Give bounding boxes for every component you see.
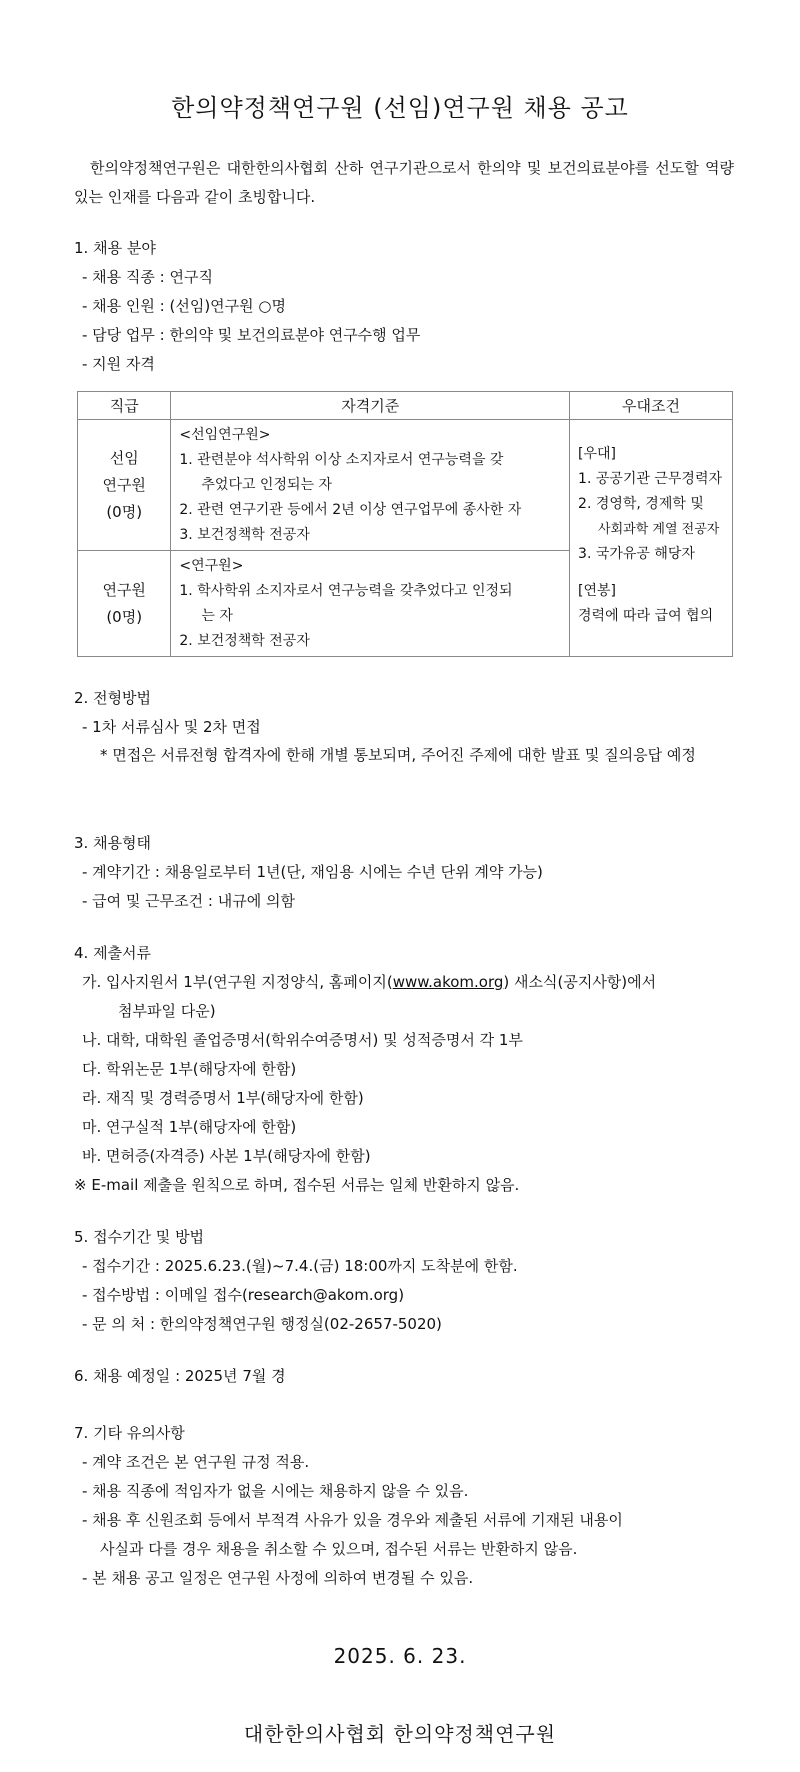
- preference-title: [우대]: [578, 446, 617, 462]
- announcement-date: 2025. 6. 23.: [333, 1644, 467, 1668]
- section4-item-ra: 라. 재직 및 경력증명서 1부(해당자에 한함): [82, 1089, 364, 1107]
- senior-level-line3: (0명): [106, 502, 143, 521]
- section7-item-3: - 채용 후 신원조회 등에서 부적격 사유가 있을 경우와 제출된 서류에 기재된 내용이: [82, 1511, 623, 1529]
- section3-item-salary: - 급여 및 근무조건 : 내규에 의함: [82, 892, 295, 910]
- page-title: 한의약정책연구원 (선임)연구원 채용 공고: [171, 94, 629, 122]
- senior-criteria-1: 1. 관련분야 석사학위 이상 소지자로서 연구능력을 갖: [179, 452, 504, 468]
- section2-item-process: - 1차 서류심사 및 2차 면접: [82, 718, 261, 736]
- preference-item-2-cont: 사회과학 계열 전공자: [598, 522, 720, 537]
- senior-criteria-2: 2. 관련 연구기관 등에서 2년 이상 연구업무에 종사한 자: [179, 502, 522, 518]
- section4-item-ma: 마. 연구실적 1부(해당자에 한함): [82, 1118, 297, 1136]
- senior-level-line2: 연구원: [102, 475, 146, 494]
- table-cell-preference: [570, 420, 733, 657]
- salary-title: [연봉]: [578, 583, 617, 599]
- preference-item-2: 2. 경영학, 경제학 및: [578, 496, 704, 512]
- table-header-row: [78, 392, 733, 420]
- section7-item-2: - 채용 직종에 적임자가 없을 시에는 채용하지 않을 수 있음.: [82, 1482, 469, 1500]
- section4-item-na: 나. 대학, 대학원 졸업증명서(학위수여증명서) 및 성적증명서 각 1부: [82, 1031, 523, 1049]
- section4-heading: 4. 제출서류: [74, 944, 152, 962]
- preference-item-3: 3. 국가유공 해당자: [578, 546, 695, 562]
- section5-item-period: - 접수기간 : 2025.6.23.(월)~7.4.(금) 18:00까지 도착분에 한함.: [82, 1257, 518, 1275]
- researcher-level-line1: 연구원: [102, 580, 146, 599]
- salary-text: 경력에 따라 급여 협의: [578, 608, 714, 624]
- section4-item-ga: [82, 972, 656, 992]
- section7-item-3-cont: 사실과 다를 경우 채용을 취소할 수 있으며, 접수된 서류는 반환하지 않음.: [100, 1540, 578, 1558]
- table-cell-senior-level: [78, 420, 171, 551]
- section1-item-qualification: - 지원 자격: [82, 355, 155, 373]
- section1-item-headcount: - 채용 인원 : (선임)연구원 ○명: [82, 297, 287, 315]
- section4-notice: ※ E-mail 제출을 원칙으로 하며, 접수된 서류는 일체 반환하지 않음.: [74, 1176, 520, 1194]
- table-cell-researcher-level: [78, 551, 171, 657]
- table-header-criteria: 자격기준: [171, 392, 570, 420]
- preference-item-1: 1. 공공기관 근무경력자: [578, 471, 723, 487]
- senior-level-line1: 선임: [109, 448, 139, 467]
- section3-heading: 3. 채용형태: [74, 834, 152, 852]
- section1-item-duty: - 담당 업무 : 한의약 및 보건의료분야 연구수행 업무: [82, 326, 421, 344]
- researcher-criteria-1: 1. 학사학위 소지자로서 연구능력을 갖추었다고 인정되: [179, 583, 513, 599]
- section4-item-ga-prefix: 가. 입사지원서 1부(연구원 지정양식, 홈페이지(: [82, 973, 393, 991]
- section7-item-4: - 본 채용 공고 일정은 연구원 사정에 의하여 변경될 수 있음.: [82, 1569, 474, 1587]
- section4-item-ba: 바. 면허증(자격증) 사본 1부(해당자에 한함): [82, 1147, 371, 1165]
- researcher-criteria-title: <연구원>: [179, 558, 244, 574]
- section7-heading: 7. 기타 유의사항: [74, 1424, 185, 1442]
- table-cell-senior-criteria: [171, 420, 570, 551]
- table-row-senior: [78, 420, 733, 551]
- section1-heading: 1. 채용 분야: [74, 239, 156, 257]
- section5-heading: 5. 접수기간 및 방법: [74, 1228, 205, 1246]
- intro-paragraph: 한의약정책연구원은 대한한의사협회 산하 연구기관으로서 한의약 및 보건의료분야를 선도할 역량 있는 인재를 다음과 같이 초빙합니다.: [74, 159, 734, 206]
- section4-item-ga-suffix: ) 새소식(공지사항)에서: [503, 973, 657, 991]
- senior-criteria-3: 3. 보건정책학 전공자: [179, 527, 310, 543]
- researcher-criteria-1-cont: 는 자: [201, 608, 233, 624]
- researcher-criteria-2: 2. 보건정책학 전공자: [179, 633, 310, 649]
- table-header-preference: 우대조건: [570, 392, 733, 420]
- section1-item-job-type: - 채용 직종 : 연구직: [82, 268, 213, 286]
- section4-item-ga-cont: 첨부파일 다운): [118, 1002, 216, 1020]
- section2-interview-note: * 면접은 서류전형 합격자에 한해 개별 통보되며, 주어진 주제에 대한 발표 및 질의응답 예정: [100, 746, 696, 764]
- section4-item-da: 다. 학위논문 1부(해당자에 한함): [82, 1060, 297, 1078]
- section6-heading: 6. 채용 예정일 : 2025년 7월 경: [74, 1367, 286, 1385]
- section5-item-contact: - 문 의 처 : 한의약정책연구원 행정실(02-2657-5020): [82, 1315, 442, 1333]
- qualification-table: [77, 391, 733, 657]
- researcher-level-line2: (0명): [106, 607, 143, 626]
- preference-spacer: [578, 567, 728, 579]
- senior-criteria-1-cont: 추었다고 인정되는 자: [201, 477, 333, 493]
- section5-item-method: - 접수방법 : 이메일 접수(research@akom.org): [82, 1286, 405, 1304]
- table-cell-researcher-criteria: [171, 551, 570, 657]
- table-header-level: 직급: [78, 392, 171, 420]
- section7-item-1: - 계약 조건은 본 연구원 규정 적용.: [82, 1453, 310, 1471]
- homepage-link[interactable]: www.akom.org: [392, 973, 504, 991]
- senior-criteria-title: <선임연구원>: [179, 427, 271, 443]
- organization-name: 대한한의사협회 한의약정책연구원: [243, 1722, 557, 1746]
- section2-heading: 2. 전형방법: [74, 689, 152, 707]
- section3-item-contract: - 계약기간 : 채용일로부터 1년(단, 재임용 시에는 수년 단위 계약 가능): [82, 863, 543, 881]
